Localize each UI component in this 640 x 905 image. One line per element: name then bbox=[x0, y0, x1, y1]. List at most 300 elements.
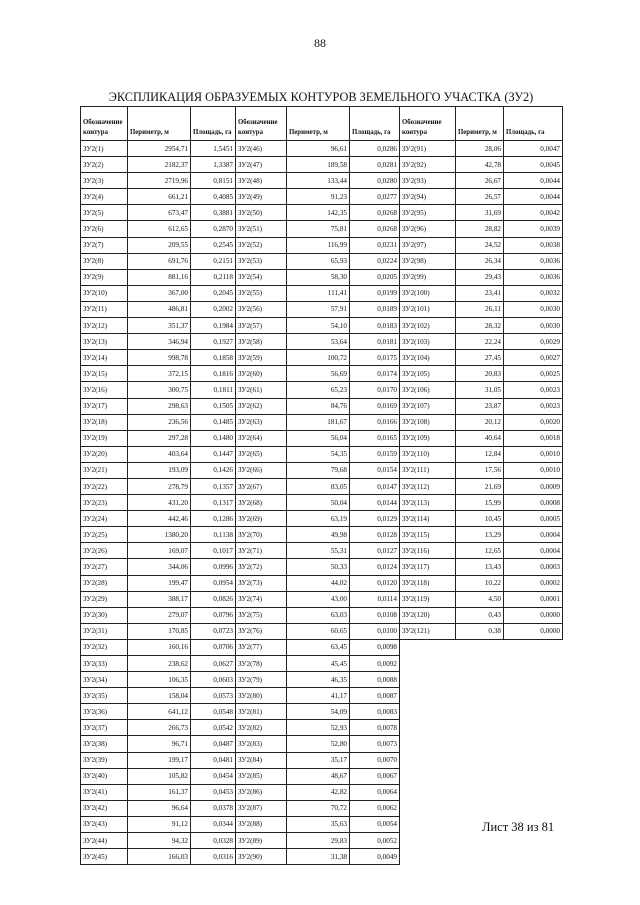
table-row bbox=[81, 462, 563, 478]
area-cell: 0,2545 bbox=[191, 237, 236, 253]
perimeter-cell: 133,44 bbox=[287, 173, 350, 189]
contour-id-cell: ЗУ2(47) bbox=[236, 157, 287, 173]
area-cell: 0,0542 bbox=[191, 720, 236, 736]
perimeter-cell: 28,32 bbox=[456, 318, 504, 334]
contour-id-cell: ЗУ2(88) bbox=[236, 816, 287, 832]
table-row bbox=[81, 543, 563, 559]
contour-id-cell: ЗУ2(111) bbox=[400, 462, 456, 478]
perimeter-cell: 94,32 bbox=[128, 833, 191, 849]
contour-id-cell: ЗУ2(96) bbox=[400, 221, 456, 237]
perimeter-cell: 84,76 bbox=[287, 398, 350, 414]
contour-id-cell: ЗУ2(16) bbox=[81, 382, 128, 398]
empty-cell bbox=[504, 704, 563, 720]
area-cell: 0,0144 bbox=[350, 495, 400, 511]
area-cell: 0,0378 bbox=[191, 800, 236, 816]
area-cell: 0,0044 bbox=[504, 173, 563, 189]
contour-id-cell: ЗУ2(13) bbox=[81, 334, 128, 350]
perimeter-cell: 1380,20 bbox=[128, 527, 191, 543]
empty-cell bbox=[400, 784, 456, 800]
area-cell: 0,2002 bbox=[191, 301, 236, 317]
empty-cell bbox=[400, 816, 456, 832]
perimeter-cell: 403,64 bbox=[128, 446, 191, 462]
contour-id-cell: ЗУ2(100) bbox=[400, 285, 456, 301]
table-row bbox=[81, 704, 563, 720]
perimeter-cell: 2182,37 bbox=[128, 157, 191, 173]
perimeter-cell: 29,43 bbox=[456, 269, 504, 285]
area-cell: 0,0268 bbox=[350, 205, 400, 221]
perimeter-cell: 297,28 bbox=[128, 430, 191, 446]
perimeter-cell: 91,23 bbox=[287, 189, 350, 205]
area-cell: 0,1858 bbox=[191, 350, 236, 366]
empty-cell bbox=[504, 768, 563, 784]
perimeter-cell: 29,83 bbox=[287, 833, 350, 849]
contour-id-cell: ЗУ2(28) bbox=[81, 575, 128, 591]
contour-id-cell: ЗУ2(103) bbox=[400, 334, 456, 350]
contour-id-cell: ЗУ2(36) bbox=[81, 704, 128, 720]
contour-id-cell: ЗУ2(86) bbox=[236, 784, 287, 800]
empty-cell bbox=[456, 784, 504, 800]
area-cell: 0,0954 bbox=[191, 575, 236, 591]
contour-id-cell: ЗУ2(119) bbox=[400, 591, 456, 607]
area-cell: 0,0036 bbox=[504, 253, 563, 269]
perimeter-cell: 181,67 bbox=[287, 414, 350, 430]
empty-cell bbox=[456, 688, 504, 704]
contour-id-cell: ЗУ2(107) bbox=[400, 398, 456, 414]
contour-id-cell: ЗУ2(42) bbox=[81, 800, 128, 816]
area-cell: 0,1927 bbox=[191, 334, 236, 350]
area-cell: 0,0189 bbox=[350, 301, 400, 317]
perimeter-cell: 28,06 bbox=[456, 141, 504, 157]
perimeter-cell: 351,37 bbox=[128, 318, 191, 334]
table-row bbox=[81, 318, 563, 334]
perimeter-cell: 79,68 bbox=[287, 462, 350, 478]
contour-id-cell: ЗУ2(43) bbox=[81, 816, 128, 832]
table-row bbox=[81, 301, 563, 317]
area-cell: 0,0027 bbox=[504, 350, 563, 366]
empty-cell bbox=[504, 688, 563, 704]
perimeter-cell: 13,29 bbox=[456, 527, 504, 543]
contour-id-cell: ЗУ2(56) bbox=[236, 301, 287, 317]
contour-id-cell: ЗУ2(105) bbox=[400, 366, 456, 382]
table-row bbox=[81, 672, 563, 688]
sheet-number: Лист 38 из 81 bbox=[482, 820, 555, 834]
empty-cell bbox=[456, 672, 504, 688]
area-cell: 0,0064 bbox=[350, 784, 400, 800]
empty-cell bbox=[504, 672, 563, 688]
col-header: Обозначение контура bbox=[81, 107, 128, 141]
table-row bbox=[81, 752, 563, 768]
perimeter-cell: 75,81 bbox=[287, 221, 350, 237]
perimeter-cell: 100,72 bbox=[287, 350, 350, 366]
area-cell: 0,0038 bbox=[504, 237, 563, 253]
area-cell: 0,0052 bbox=[350, 833, 400, 849]
contour-id-cell: ЗУ2(95) bbox=[400, 205, 456, 221]
perimeter-cell: 52,80 bbox=[287, 736, 350, 752]
area-cell: 0,0166 bbox=[350, 414, 400, 430]
contour-id-cell: ЗУ2(31) bbox=[81, 623, 128, 639]
area-cell: 0,0344 bbox=[191, 816, 236, 832]
contour-id-cell: ЗУ2(55) bbox=[236, 285, 287, 301]
perimeter-cell: 158,04 bbox=[128, 688, 191, 704]
perimeter-cell: 998,78 bbox=[128, 350, 191, 366]
perimeter-cell: 13,43 bbox=[456, 559, 504, 575]
contour-id-cell: ЗУ2(41) bbox=[81, 784, 128, 800]
perimeter-cell: 346,94 bbox=[128, 334, 191, 350]
perimeter-cell: 2954,71 bbox=[128, 141, 191, 157]
perimeter-cell: 60,65 bbox=[287, 623, 350, 639]
contour-id-cell: ЗУ2(24) bbox=[81, 511, 128, 527]
table-row bbox=[81, 623, 563, 639]
area-cell: 0,0070 bbox=[350, 752, 400, 768]
perimeter-cell: 43,00 bbox=[287, 591, 350, 607]
table-row bbox=[81, 736, 563, 752]
perimeter-cell: 691,76 bbox=[128, 253, 191, 269]
perimeter-cell: 58,30 bbox=[287, 269, 350, 285]
empty-cell bbox=[400, 656, 456, 672]
empty-cell bbox=[504, 752, 563, 768]
area-cell: 0,1505 bbox=[191, 398, 236, 414]
area-cell: 0,0165 bbox=[350, 430, 400, 446]
area-cell: 0,1138 bbox=[191, 527, 236, 543]
contour-id-cell: ЗУ2(113) bbox=[400, 495, 456, 511]
area-cell: 0,0000 bbox=[504, 607, 563, 623]
area-cell: 0,0174 bbox=[350, 366, 400, 382]
empty-cell bbox=[400, 688, 456, 704]
perimeter-cell: 105,82 bbox=[128, 768, 191, 784]
contour-id-cell: ЗУ2(72) bbox=[236, 559, 287, 575]
area-cell: 0,1426 bbox=[191, 462, 236, 478]
col-header: Площадь, га bbox=[350, 107, 400, 141]
contour-id-cell: ЗУ2(57) bbox=[236, 318, 287, 334]
area-cell: 0,1357 bbox=[191, 478, 236, 494]
col-header: Площадь, га bbox=[191, 107, 236, 141]
contour-id-cell: ЗУ2(82) bbox=[236, 720, 287, 736]
area-cell: 1,3387 bbox=[191, 157, 236, 173]
area-cell: 0,0098 bbox=[350, 639, 400, 655]
perimeter-cell: 238,62 bbox=[128, 656, 191, 672]
area-cell: 0,0316 bbox=[191, 849, 236, 865]
contour-id-cell: ЗУ2(77) bbox=[236, 639, 287, 655]
area-cell: 0,0030 bbox=[504, 301, 563, 317]
contour-id-cell: ЗУ2(93) bbox=[400, 173, 456, 189]
perimeter-cell: 209,55 bbox=[128, 237, 191, 253]
contour-id-cell: ЗУ2(90) bbox=[236, 849, 287, 865]
perimeter-cell: 166,03 bbox=[128, 849, 191, 865]
contour-id-cell: ЗУ2(11) bbox=[81, 301, 128, 317]
table-row bbox=[81, 334, 563, 350]
area-cell: 0,0796 bbox=[191, 607, 236, 623]
col-header: Обозначение контура bbox=[236, 107, 287, 141]
contour-id-cell: ЗУ2(6) bbox=[81, 221, 128, 237]
empty-cell bbox=[504, 656, 563, 672]
contour-id-cell: ЗУ2(23) bbox=[81, 495, 128, 511]
empty-cell bbox=[504, 849, 563, 865]
table-row bbox=[81, 768, 563, 784]
empty-cell bbox=[456, 849, 504, 865]
empty-cell bbox=[400, 736, 456, 752]
perimeter-cell: 96,71 bbox=[128, 736, 191, 752]
contour-id-cell: ЗУ2(70) bbox=[236, 527, 287, 543]
area-cell: 0,0029 bbox=[504, 334, 563, 350]
area-cell: 0,0268 bbox=[350, 221, 400, 237]
area-cell: 0,0039 bbox=[504, 221, 563, 237]
perimeter-cell: 641,12 bbox=[128, 704, 191, 720]
area-cell: 0,0032 bbox=[504, 285, 563, 301]
empty-cell bbox=[504, 720, 563, 736]
contour-id-cell: ЗУ2(68) bbox=[236, 495, 287, 511]
table-row bbox=[81, 575, 563, 591]
contour-id-cell: ЗУ2(22) bbox=[81, 478, 128, 494]
perimeter-cell: 0,43 bbox=[456, 607, 504, 623]
area-cell: 0,0286 bbox=[350, 141, 400, 157]
perimeter-cell: 54,10 bbox=[287, 318, 350, 334]
perimeter-cell: 26,34 bbox=[456, 253, 504, 269]
area-cell: 0,0114 bbox=[350, 591, 400, 607]
contour-id-cell: ЗУ2(63) bbox=[236, 414, 287, 430]
contour-id-cell: ЗУ2(69) bbox=[236, 511, 287, 527]
area-cell: 0,0100 bbox=[350, 623, 400, 639]
contour-id-cell: ЗУ2(78) bbox=[236, 656, 287, 672]
perimeter-cell: 26,57 bbox=[456, 189, 504, 205]
table-row bbox=[81, 414, 563, 430]
area-cell: 0,1485 bbox=[191, 414, 236, 430]
perimeter-cell: 28,82 bbox=[456, 221, 504, 237]
perimeter-cell: 96,61 bbox=[287, 141, 350, 157]
table-row bbox=[81, 639, 563, 655]
col-header: Обозначение контура bbox=[400, 107, 456, 141]
contour-id-cell: ЗУ2(73) bbox=[236, 575, 287, 591]
contour-id-cell: ЗУ2(60) bbox=[236, 366, 287, 382]
table-row bbox=[81, 285, 563, 301]
area-cell: 0,0008 bbox=[504, 495, 563, 511]
perimeter-cell: 56,69 bbox=[287, 366, 350, 382]
area-cell: 0,1447 bbox=[191, 446, 236, 462]
contour-id-cell: ЗУ2(19) bbox=[81, 430, 128, 446]
area-cell: 0,0045 bbox=[504, 157, 563, 173]
area-cell: 0,0183 bbox=[350, 318, 400, 334]
empty-cell bbox=[504, 736, 563, 752]
area-cell: 0,1017 bbox=[191, 543, 236, 559]
perimeter-cell: 300,75 bbox=[128, 382, 191, 398]
perimeter-cell: 388,17 bbox=[128, 591, 191, 607]
area-cell: 0,2045 bbox=[191, 285, 236, 301]
perimeter-cell: 96,64 bbox=[128, 800, 191, 816]
contour-id-cell: ЗУ2(54) bbox=[236, 269, 287, 285]
area-cell: 0,0277 bbox=[350, 189, 400, 205]
perimeter-cell: 612,65 bbox=[128, 221, 191, 237]
contour-id-cell: ЗУ2(97) bbox=[400, 237, 456, 253]
perimeter-cell: 42,78 bbox=[456, 157, 504, 173]
perimeter-cell: 50,33 bbox=[287, 559, 350, 575]
contour-id-cell: ЗУ2(27) bbox=[81, 559, 128, 575]
empty-cell bbox=[400, 768, 456, 784]
contour-id-cell: ЗУ2(67) bbox=[236, 478, 287, 494]
contour-id-cell: ЗУ2(84) bbox=[236, 752, 287, 768]
perimeter-cell: 160,16 bbox=[128, 639, 191, 655]
perimeter-cell: 50,04 bbox=[287, 495, 350, 511]
area-cell: 0,0010 bbox=[504, 462, 563, 478]
area-cell: 0,0159 bbox=[350, 446, 400, 462]
table-body bbox=[81, 141, 563, 865]
empty-cell bbox=[400, 639, 456, 655]
contour-id-cell: ЗУ2(3) bbox=[81, 173, 128, 189]
contour-id-cell: ЗУ2(65) bbox=[236, 446, 287, 462]
area-cell: 0,1816 bbox=[191, 366, 236, 382]
perimeter-cell: 48,67 bbox=[287, 768, 350, 784]
perimeter-cell: 20,12 bbox=[456, 414, 504, 430]
perimeter-cell: 46,35 bbox=[287, 672, 350, 688]
perimeter-cell: 52,93 bbox=[287, 720, 350, 736]
table-row bbox=[81, 511, 563, 527]
perimeter-cell: 170,85 bbox=[128, 623, 191, 639]
perimeter-cell: 41,17 bbox=[287, 688, 350, 704]
perimeter-cell: 431,20 bbox=[128, 495, 191, 511]
area-cell: 0,0047 bbox=[504, 141, 563, 157]
document-title: ЭКСПЛИКАЦИЯ ОБРАЗУЕМЫХ КОНТУРОВ ЗЕМЕЛЬНОГО УЧАСТКА (ЗУ2) bbox=[108, 90, 534, 104]
empty-cell bbox=[456, 736, 504, 752]
area-cell: 0,1286 bbox=[191, 511, 236, 527]
area-cell: 0,0281 bbox=[350, 157, 400, 173]
contour-id-cell: ЗУ2(58) bbox=[236, 334, 287, 350]
contour-id-cell: ЗУ2(38) bbox=[81, 736, 128, 752]
table-row bbox=[81, 269, 563, 285]
area-cell: 0,0036 bbox=[504, 269, 563, 285]
table-row bbox=[81, 173, 563, 189]
area-cell: 0,0020 bbox=[504, 414, 563, 430]
perimeter-cell: 199,17 bbox=[128, 752, 191, 768]
contour-id-cell: ЗУ2(52) bbox=[236, 237, 287, 253]
table-row bbox=[81, 157, 563, 173]
table-row bbox=[81, 800, 563, 816]
area-cell: 0,8151 bbox=[191, 173, 236, 189]
contour-id-cell: ЗУ2(5) bbox=[81, 205, 128, 221]
perimeter-cell: 65,23 bbox=[287, 382, 350, 398]
area-cell: 0,0154 bbox=[350, 462, 400, 478]
empty-cell bbox=[400, 849, 456, 865]
empty-cell bbox=[456, 800, 504, 816]
perimeter-cell: 63,45 bbox=[287, 639, 350, 655]
perimeter-cell: 35,17 bbox=[287, 752, 350, 768]
table-row bbox=[81, 141, 563, 157]
perimeter-cell: 111,41 bbox=[287, 285, 350, 301]
area-cell: 0,0010 bbox=[504, 446, 563, 462]
perimeter-cell: 63,19 bbox=[287, 511, 350, 527]
area-cell: 0,0231 bbox=[350, 237, 400, 253]
contour-id-cell: ЗУ2(1) bbox=[81, 141, 128, 157]
area-cell: 0,0175 bbox=[350, 350, 400, 366]
contour-id-cell: ЗУ2(50) bbox=[236, 205, 287, 221]
perimeter-cell: 372,15 bbox=[128, 366, 191, 382]
col-header: Периметр, м bbox=[128, 107, 191, 141]
contour-id-cell: ЗУ2(8) bbox=[81, 253, 128, 269]
contour-id-cell: ЗУ2(29) bbox=[81, 591, 128, 607]
table-row bbox=[81, 253, 563, 269]
contour-id-cell: ЗУ2(46) bbox=[236, 141, 287, 157]
area-cell: 0,0124 bbox=[350, 559, 400, 575]
area-cell: 0,0044 bbox=[504, 189, 563, 205]
perimeter-cell: 23,87 bbox=[456, 398, 504, 414]
empty-cell bbox=[456, 752, 504, 768]
table-row bbox=[81, 656, 563, 672]
perimeter-cell: 70,72 bbox=[287, 800, 350, 816]
table-row bbox=[81, 430, 563, 446]
perimeter-cell: 2719,96 bbox=[128, 173, 191, 189]
contour-id-cell: ЗУ2(106) bbox=[400, 382, 456, 398]
area-cell: 0,0088 bbox=[350, 672, 400, 688]
contour-id-cell: ЗУ2(79) bbox=[236, 672, 287, 688]
area-cell: 0,1811 bbox=[191, 382, 236, 398]
perimeter-cell: 10,22 bbox=[456, 575, 504, 591]
area-cell: 0,0092 bbox=[350, 656, 400, 672]
empty-cell bbox=[456, 768, 504, 784]
contour-id-cell: ЗУ2(12) bbox=[81, 318, 128, 334]
contour-id-cell: ЗУ2(53) bbox=[236, 253, 287, 269]
contour-id-cell: ЗУ2(108) bbox=[400, 414, 456, 430]
contour-id-cell: ЗУ2(66) bbox=[236, 462, 287, 478]
perimeter-cell: 56,04 bbox=[287, 430, 350, 446]
area-cell: 0,0001 bbox=[504, 591, 563, 607]
area-cell: 0,0004 bbox=[504, 527, 563, 543]
table-row bbox=[81, 205, 563, 221]
perimeter-cell: 26,67 bbox=[456, 173, 504, 189]
area-cell: 0,0005 bbox=[504, 511, 563, 527]
perimeter-cell: 12,65 bbox=[456, 543, 504, 559]
contour-id-cell: ЗУ2(83) bbox=[236, 736, 287, 752]
contour-id-cell: ЗУ2(71) bbox=[236, 543, 287, 559]
empty-cell bbox=[456, 656, 504, 672]
area-cell: 0,0328 bbox=[191, 833, 236, 849]
contour-id-cell: ЗУ2(18) bbox=[81, 414, 128, 430]
perimeter-cell: 881,16 bbox=[128, 269, 191, 285]
perimeter-cell: 142,35 bbox=[287, 205, 350, 221]
contour-id-cell: ЗУ2(112) bbox=[400, 478, 456, 494]
table-row bbox=[81, 495, 563, 511]
contour-id-cell: ЗУ2(49) bbox=[236, 189, 287, 205]
perimeter-cell: 31,69 bbox=[456, 205, 504, 221]
table-row bbox=[81, 398, 563, 414]
area-cell: 0,0487 bbox=[191, 736, 236, 752]
table-row bbox=[81, 720, 563, 736]
perimeter-cell: 91,12 bbox=[128, 816, 191, 832]
empty-cell bbox=[400, 800, 456, 816]
area-cell: 0,0004 bbox=[504, 543, 563, 559]
contour-id-cell: ЗУ2(30) bbox=[81, 607, 128, 623]
empty-cell bbox=[400, 704, 456, 720]
perimeter-cell: 44,02 bbox=[287, 575, 350, 591]
perimeter-cell: 442,46 bbox=[128, 511, 191, 527]
table-row bbox=[81, 688, 563, 704]
area-cell: 0,0996 bbox=[191, 559, 236, 575]
contour-id-cell: ЗУ2(117) bbox=[400, 559, 456, 575]
contour-id-cell: ЗУ2(85) bbox=[236, 768, 287, 784]
explication-table bbox=[80, 106, 563, 865]
table-row bbox=[81, 382, 563, 398]
contour-id-cell: ЗУ2(116) bbox=[400, 543, 456, 559]
contour-id-cell: ЗУ2(120) bbox=[400, 607, 456, 623]
contour-id-cell: ЗУ2(51) bbox=[236, 221, 287, 237]
perimeter-cell: 486,81 bbox=[128, 301, 191, 317]
table-row bbox=[81, 221, 563, 237]
perimeter-cell: 278,79 bbox=[128, 478, 191, 494]
contour-id-cell: ЗУ2(74) bbox=[236, 591, 287, 607]
area-cell: 0,0002 bbox=[504, 575, 563, 591]
perimeter-cell: 45,45 bbox=[287, 656, 350, 672]
perimeter-cell: 63,03 bbox=[287, 607, 350, 623]
contour-id-cell: ЗУ2(89) bbox=[236, 833, 287, 849]
area-cell: 0,0723 bbox=[191, 623, 236, 639]
contour-id-cell: ЗУ2(4) bbox=[81, 189, 128, 205]
contour-id-cell: ЗУ2(35) bbox=[81, 688, 128, 704]
